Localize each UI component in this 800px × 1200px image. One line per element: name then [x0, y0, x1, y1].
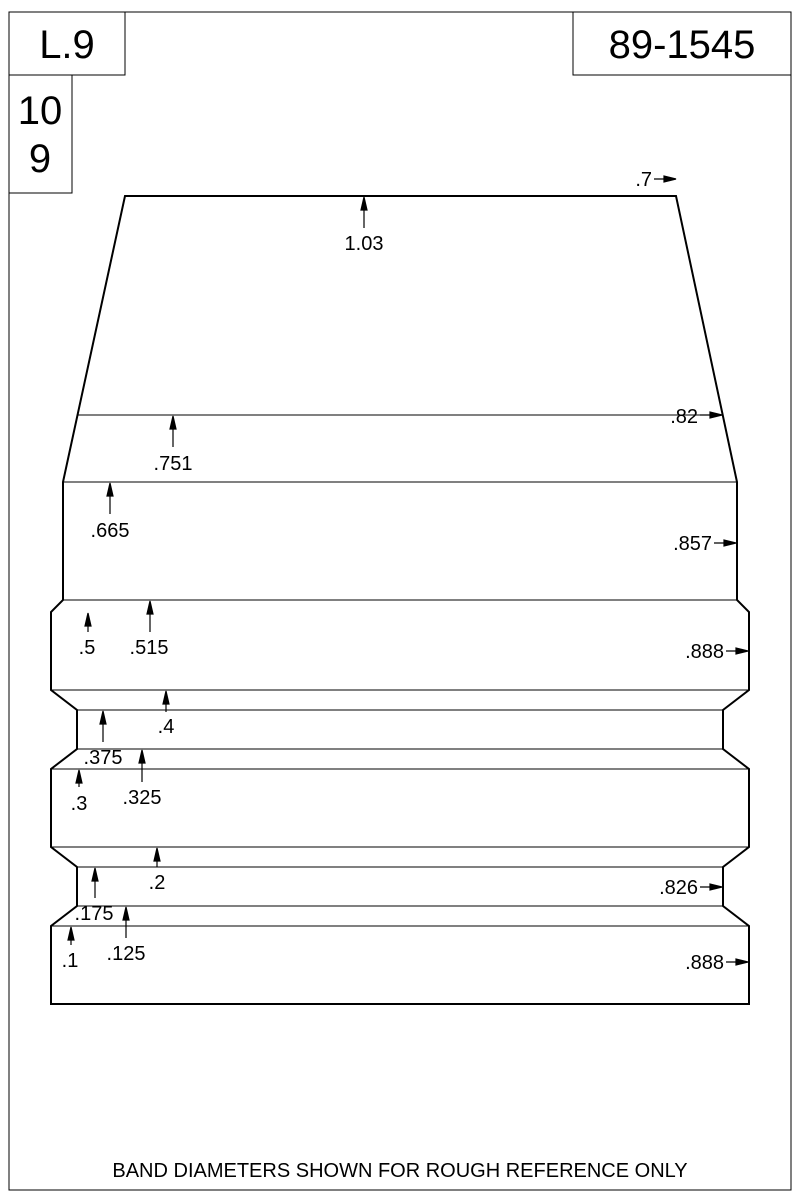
label-groove2-bottom: .175: [74, 903, 114, 925]
marker-body-top-height: [107, 483, 113, 514]
label-shoulder-diameter: .82: [670, 406, 698, 428]
footer-note: BAND DIAMETERS SHOWN FOR ROUGH REFERENCE ONLY: [112, 1160, 688, 1182]
label-shoulder-height: .751: [153, 453, 193, 475]
marker-groove1-bottom: [100, 711, 106, 742]
marker-body-top-diameter: [714, 540, 736, 546]
label-band1-diameter: .888: [685, 641, 724, 663]
marker-meplat-height: [361, 197, 367, 228]
label-band1-upper: .515: [129, 637, 169, 659]
marker-groove1-top: [163, 691, 169, 712]
label-band2-upper: .325: [122, 787, 162, 809]
label-groove1-top: .4: [157, 716, 175, 738]
drawing-frame: [9, 12, 791, 1190]
label-body-top-diameter: .857: [673, 533, 712, 555]
label-base-upper: .125: [106, 943, 146, 965]
label-body-top-height: .665: [90, 520, 130, 542]
marker-top-diameter: [654, 176, 676, 182]
marker-band2-upper: [139, 750, 145, 782]
marker-groove2-bottom: [92, 868, 98, 898]
band-lines: [51, 415, 749, 926]
label-groove2-diameter: .826: [659, 877, 698, 899]
marker-shoulder-diameter: [700, 412, 722, 418]
label-groove2-top: .2: [148, 872, 166, 894]
marker-shoulder-height: [170, 416, 176, 447]
label-base-diameter: .888: [685, 952, 724, 974]
corner-line-1: 10: [17, 89, 63, 133]
marker-base-lower: [68, 927, 74, 945]
marker-band1-upper: [147, 601, 153, 632]
label-band1-lower: .5: [78, 637, 96, 659]
marker-band2-lower: [76, 770, 82, 787]
dimension-labels: [62, 169, 724, 974]
label-band2-lower: .3: [70, 793, 88, 815]
corner-line-2: 9: [28, 137, 52, 181]
left-label: L.9: [39, 23, 95, 67]
part-number: 89-1545: [608, 23, 756, 67]
marker-base-diameter: [726, 959, 748, 965]
marker-base-upper: [123, 907, 129, 938]
label-base-lower: .1: [61, 950, 79, 972]
label-meplat-height: 1.03: [344, 233, 384, 255]
label-groove1-bottom: .375: [83, 747, 123, 769]
marker-band1-lower: [85, 613, 91, 632]
height-markers: [68, 197, 367, 945]
marker-groove2-diameter: [700, 884, 722, 890]
marker-band1-diameter: [726, 648, 748, 654]
marker-groove2-top: [154, 848, 160, 867]
label-top-diameter: .7: [635, 169, 652, 191]
